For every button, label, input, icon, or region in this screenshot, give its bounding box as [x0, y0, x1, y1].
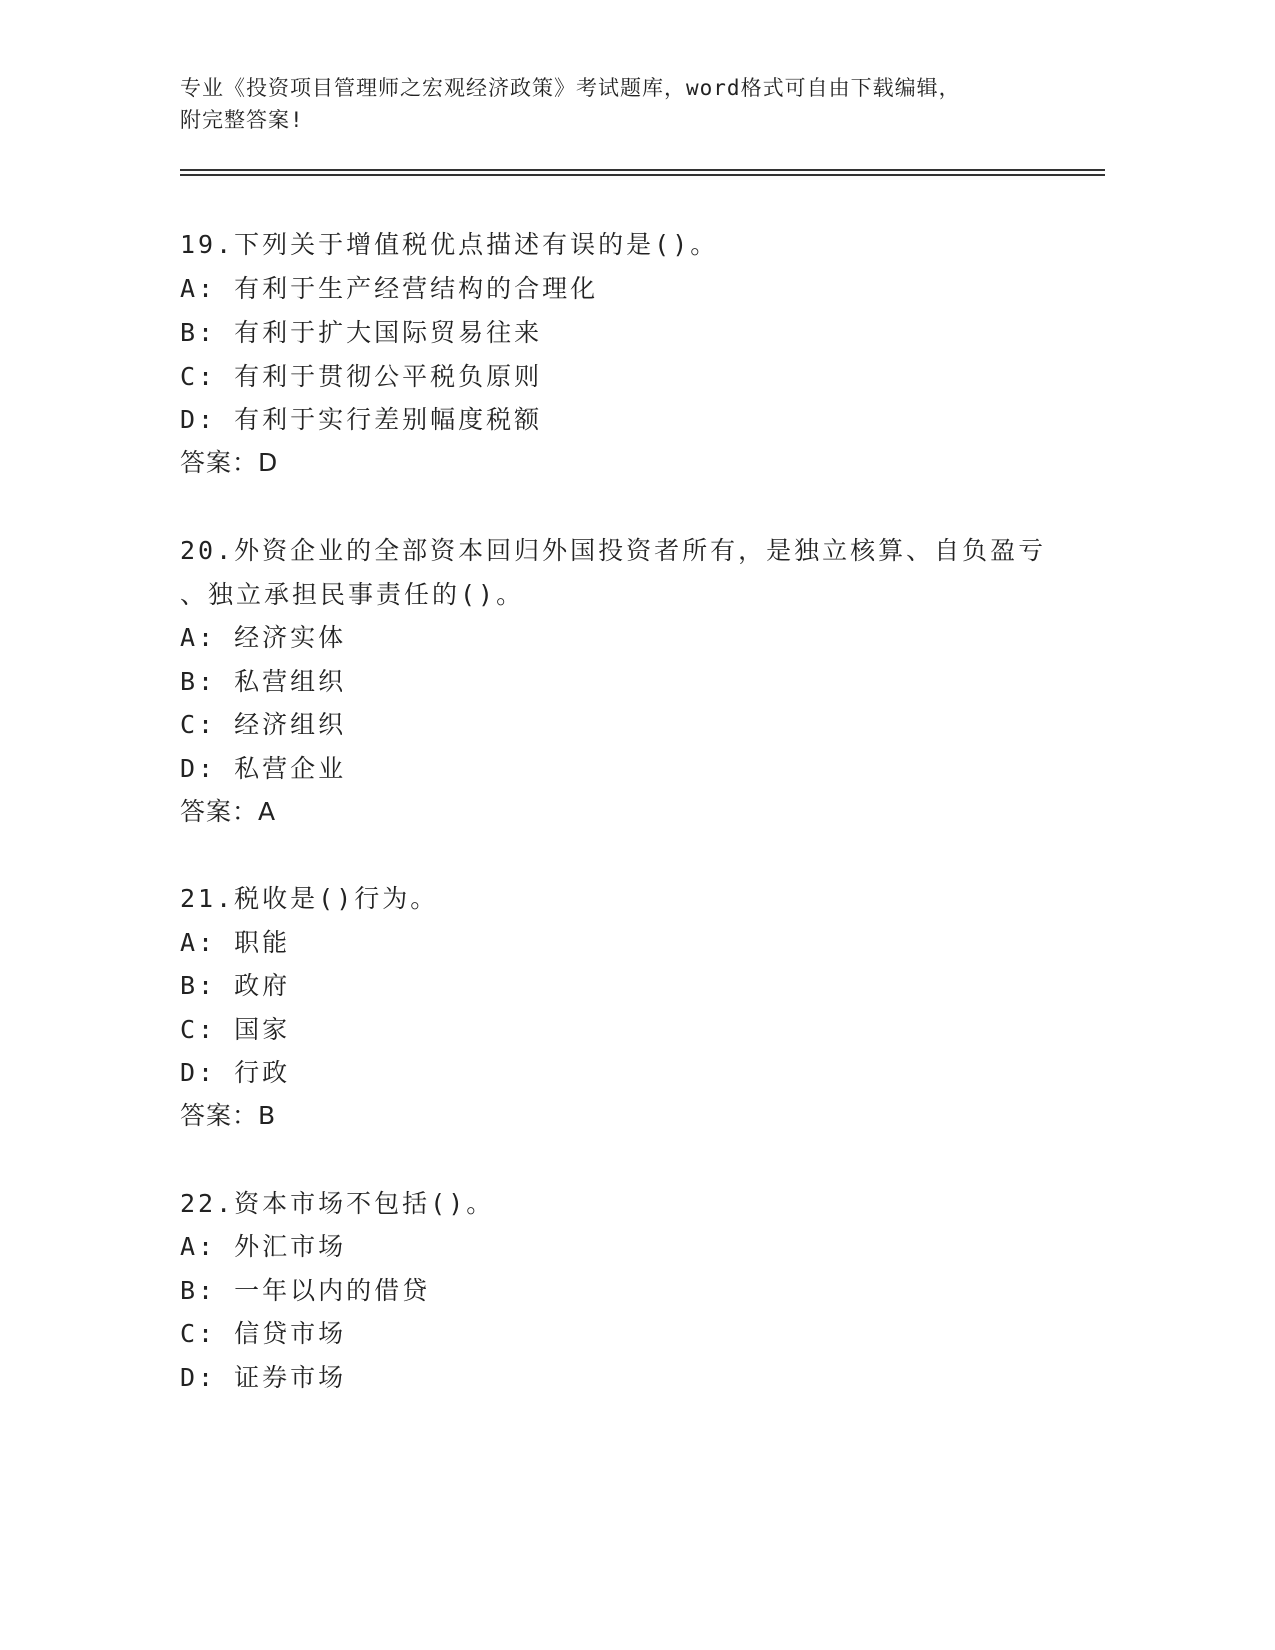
question-stem: 19.下列关于增值税优点描述有误的是()。: [180, 230, 719, 259]
option-d: D: 有利于实行差别幅度税额: [180, 405, 543, 434]
header-line-1: 专业《投资项目管理师之宏观经济政策》考试题库，word格式可自由下载编辑，: [180, 76, 961, 100]
header-divider-top: [180, 169, 1105, 171]
option-b: B: 一年以内的借贷: [180, 1276, 431, 1305]
answer-line: 答案：D: [180, 448, 279, 477]
option-c: C: 信贷市场: [180, 1319, 347, 1348]
document-header: [180, 72, 1080, 136]
header-line-2: 附完整答案!: [180, 108, 304, 132]
option-a: A: 有利于生产经营结构的合理化: [180, 274, 599, 303]
option-c: C: 国家: [180, 1015, 291, 1044]
option-a: A: 经济实体: [180, 623, 347, 652]
question-stem: 20.外资企业的全部资本回归外国投资者所有，是独立核算、自负盈亏: [180, 536, 1047, 565]
option-d: D: 行政: [180, 1058, 291, 1087]
option-a: A: 职能: [180, 928, 291, 957]
answer-line: 答案：B: [180, 1101, 277, 1130]
option-c: C: 经济组织: [180, 710, 347, 739]
option-b: B: 政府: [180, 971, 291, 1000]
question-stem-continued: 、独立承担民事责任的()。: [180, 580, 525, 609]
header-divider-bottom: [180, 174, 1105, 176]
option-c: C: 有利于贯彻公平税负原则: [180, 362, 543, 391]
option-d: D: 私营企业: [180, 754, 347, 783]
question-stem: 21.税收是()行为。: [180, 884, 439, 913]
option-b: B: 私营组织: [180, 667, 347, 696]
option-a: A: 外汇市场: [180, 1232, 347, 1261]
option-d: D: 证券市场: [180, 1363, 347, 1392]
option-b: B: 有利于扩大国际贸易往来: [180, 318, 543, 347]
question-stem: 22.资本市场不包括()。: [180, 1189, 495, 1218]
answer-line: 答案：A: [180, 797, 277, 826]
